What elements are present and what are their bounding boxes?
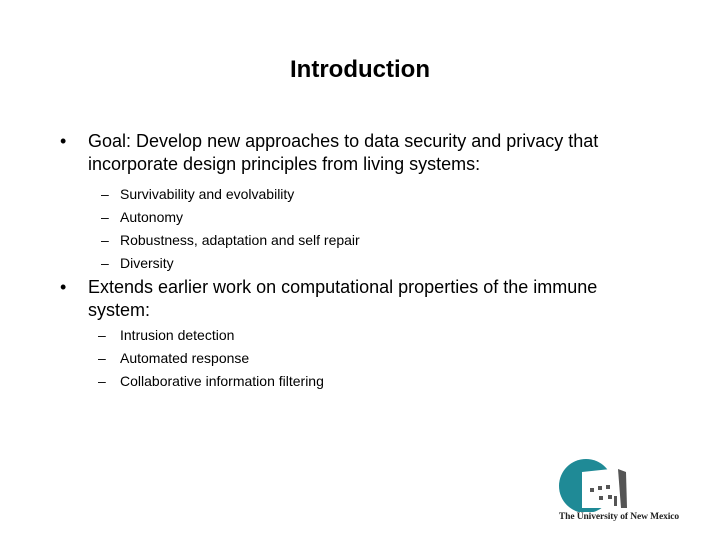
logo-window (608, 495, 612, 499)
sub-item-text: Collaborative information filtering (120, 373, 324, 389)
sub-item-text: Autonomy (120, 209, 184, 225)
sub-item-automated-response (60, 347, 680, 370)
sub-item-text: Intrusion detection (120, 327, 235, 343)
dash-marker: – (101, 209, 109, 225)
bullet-goal (60, 130, 680, 275)
logo-window (599, 496, 603, 500)
bullet-line: Goal: Develop new approaches to data security and privacy that (88, 131, 599, 151)
logo-caption: The University of New Mexico (558, 512, 680, 522)
university-logo-icon (542, 456, 696, 512)
dash-marker: – (98, 350, 106, 366)
sub-item-diversity (60, 252, 680, 275)
sub-list (60, 183, 680, 275)
sub-item-collaborative-filtering (60, 370, 680, 393)
logo-window (606, 485, 610, 489)
logo-window (590, 488, 594, 492)
sub-item-text: Diversity (120, 255, 174, 271)
bullet-marker: • (60, 131, 67, 151)
bullet-immune-system (60, 276, 680, 393)
sub-item-intrusion-detection (60, 324, 680, 347)
sub-list (60, 324, 680, 393)
sub-item-text: Robustness, adaptation and self repair (120, 232, 360, 248)
sub-item-autonomy (60, 206, 680, 229)
sub-item-text: Survivability and evolvability (120, 186, 295, 202)
dash-marker: – (101, 186, 109, 202)
bullet-line: system: (88, 300, 151, 320)
dash-marker: – (98, 373, 106, 389)
bullet-line: incorporate design principles from living systems: (88, 154, 481, 174)
university-logo (542, 456, 696, 528)
sub-item-survivability (60, 183, 680, 206)
dash-marker: – (101, 255, 109, 271)
bullet-line: Extends earlier work on computational properties of the immune (88, 277, 598, 297)
dash-marker: – (98, 327, 106, 343)
dash-marker: – (101, 232, 109, 248)
sub-item-text: Automated response (120, 350, 250, 366)
slide-title: Introduction (290, 56, 430, 83)
bullet-text (88, 276, 680, 322)
bullet-text (88, 130, 680, 176)
logo-window (598, 486, 602, 490)
sub-item-robustness (60, 229, 680, 252)
logo-doorway (614, 496, 617, 506)
bullet-marker: • (60, 277, 67, 297)
